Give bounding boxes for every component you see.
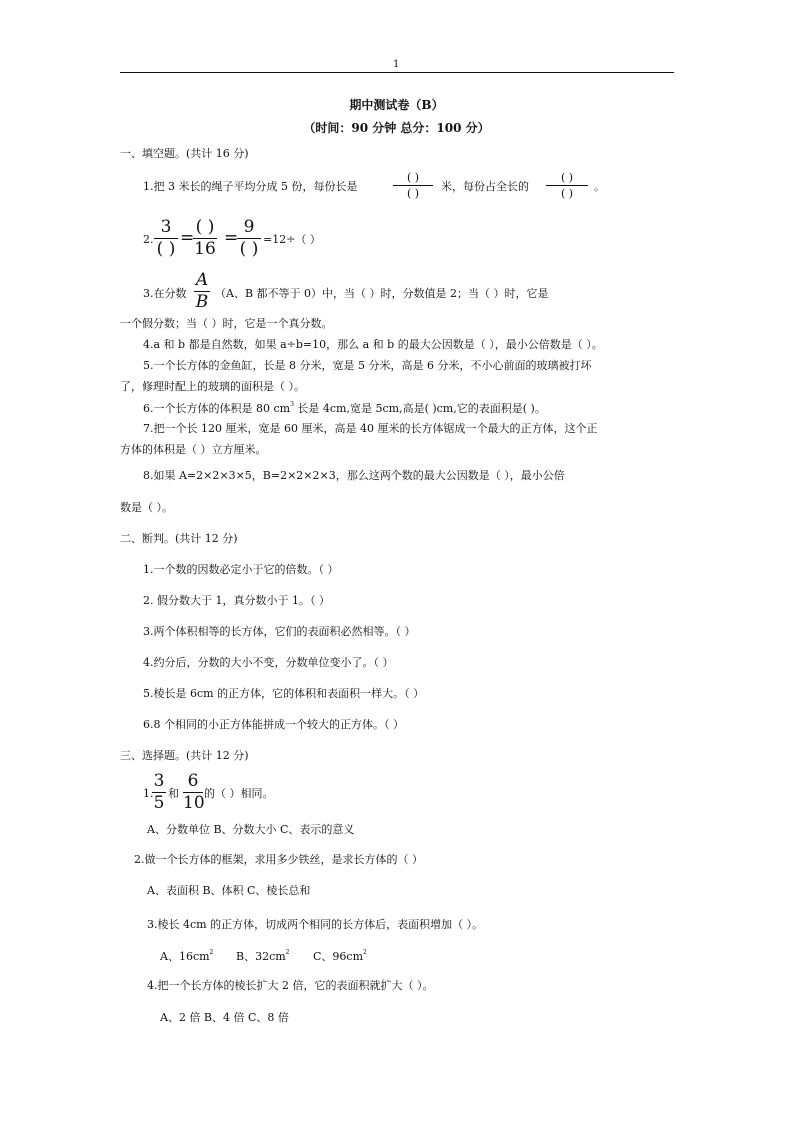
fraction-bar <box>546 185 588 186</box>
s3-q1-fraction-1 <box>152 773 166 812</box>
s1-q2-label: 2. <box>143 233 154 246</box>
option-text: C、96cm <box>313 950 364 963</box>
s3-q1-tail: 的（ ）相同。 <box>204 787 274 800</box>
s3-q3: 3.棱长 4cm 的正方体，切成两个相同的长方体后，表面积增加（ ）。 <box>147 918 484 931</box>
fraction-numerator: 3 <box>153 771 165 791</box>
square-exponent: 2 <box>209 949 214 956</box>
fraction-denominator: ( ) <box>560 187 574 200</box>
fraction-denominator: ( ) <box>239 239 259 259</box>
s1-q7-line-2: 方体的体积是（ ）立方厘米。 <box>120 443 267 456</box>
s1-q1-text-c: 。 <box>594 180 605 193</box>
s3-q1-mid: 和 <box>168 787 179 800</box>
page-number: 1 <box>393 59 400 70</box>
s3-q3-option-c <box>313 950 367 962</box>
s1-q7-line-1: 7.把一个长 120 厘米，宽是 60 厘米，高是 40 厘米的长方体锯成一个最大的正方体，这个正 <box>143 422 598 435</box>
exam-title: 期中测试卷（B） <box>349 98 444 112</box>
s3-q1-label: 1. <box>143 787 154 800</box>
option-text: B、32cm <box>236 950 286 963</box>
fraction-numerator: ( ) <box>560 171 574 184</box>
fraction-denominator: 10 <box>183 793 205 813</box>
equals-sign: = <box>224 228 239 248</box>
s2-item-1: 1.一个数的因数必定小于它的倍数。（ ） <box>143 563 339 576</box>
s1-q3-text-a: 3.在分数 <box>143 287 187 300</box>
s3-q2-options: A、表面积 B、体积 C、棱长总和 <box>147 884 311 897</box>
s3-q1-fraction-2 <box>183 773 203 812</box>
s1-q2-fraction-2 <box>193 219 217 258</box>
section3-heading: 三、选择题。(共计 12 分) <box>120 749 249 762</box>
s3-q3-option-b <box>236 950 290 962</box>
option-text: A、16cm <box>160 950 210 963</box>
header-rule <box>120 72 674 73</box>
s1-q5-line-1: 5.一个长方体的金鱼缸，长是 8 分米，宽是 5 分米，高是 6 分米，不小心前面的玻璃被打坏 <box>143 359 592 372</box>
s1-q6 <box>143 402 546 414</box>
s3-q4: 4.把一个长方体的棱长扩大 2 倍，它的表面积就扩大（ ）。 <box>147 979 434 992</box>
s2-item-2: 2. 假分数大于 1，真分数小于 1。（ ） <box>143 594 330 607</box>
s2-item-5: 5.棱长是 6cm 的正方体，它的体积和表面积一样大。（ ） <box>143 687 425 700</box>
s1-q1-fraction-2 <box>546 172 588 199</box>
s1-q6-text-b: 长是 4cm,宽是 5cm,高是( )cm,它的表面积是( )。 <box>293 402 546 415</box>
s1-q2-tail: =12÷（ ） <box>263 233 321 246</box>
s1-q5-line-2: 了，修理时配上的玻璃的面积是（ ）。 <box>120 380 305 393</box>
s3-q3-option-a <box>160 950 213 962</box>
fraction-denominator: ( ) <box>406 187 420 200</box>
s2-item-3: 3.两个体积相等的长方体，它们的表面积必然相等。（ ） <box>143 625 416 638</box>
s1-q2-fraction-1 <box>154 219 178 258</box>
s1-q3-text-c: 一个假分数；当（ ）时，它是一个真分数。 <box>120 317 333 330</box>
s1-q1-fraction-1 <box>393 172 433 199</box>
exam-subtitle: （时间：90 分钟 总分：100 分） <box>303 121 490 135</box>
section1-heading: 一、填空题。(共计 16 分) <box>120 147 249 160</box>
fraction-numerator: ( ) <box>195 217 215 237</box>
s1-q8-line-2: 数是（ ）。 <box>120 501 173 514</box>
fraction-numerator: 3 <box>160 217 172 237</box>
square-exponent: 2 <box>363 949 367 956</box>
cube-exponent: 3 <box>290 401 294 408</box>
s2-item-4: 4.约分后，分数的大小不变，分数单位变小了。（ ） <box>143 656 394 669</box>
s3-q1-options: A、分数单位 B、分数大小 C、表示的意义 <box>147 823 355 836</box>
square-exponent: 2 <box>285 949 290 956</box>
fraction-denominator: 16 <box>194 239 216 259</box>
s1-q2-fraction-3 <box>237 219 261 258</box>
s3-q4-options: A、2 倍 B、4 倍 C、8 倍 <box>160 1011 289 1024</box>
s1-q6-text-a: 6.一个长方体的体积是 80 cm <box>143 402 291 415</box>
fraction-numerator: A <box>195 270 209 290</box>
s3-q2: 2.做一个长方体的框架，求用多少铁丝，是求长方体的（ ） <box>134 853 423 866</box>
s1-q1-text-b: 米，每份占全长的 <box>441 180 529 193</box>
fraction-denominator: 5 <box>153 793 165 813</box>
s1-q3-fraction <box>194 272 210 311</box>
fraction-numerator: 9 <box>243 217 255 237</box>
fraction-numerator: 6 <box>187 771 199 791</box>
fraction-numerator: ( ) <box>406 171 420 184</box>
fraction-denominator: B <box>195 292 209 312</box>
fraction-bar <box>393 185 433 186</box>
fraction-denominator: ( ) <box>156 239 176 259</box>
section2-heading: 二、断判。(共计 12 分) <box>120 532 238 545</box>
equals-sign: = <box>180 228 195 248</box>
s1-q4: 4.a 和 b 都是自然数，如果 a÷b=10，那么 a 和 b 的最大公因数是（ ），最小公倍数是（ ）。 <box>143 338 603 351</box>
s1-q1-text-a: 1.把 3 米长的绳子平均分成 5 份，每份长是 <box>143 180 358 193</box>
s2-item-6: 6.8 个相同的小正方体能拼成一个较大的正方体。（ ） <box>143 718 404 731</box>
s1-q3-text-b: （A、B 都不等于 0）中，当（ ）时，分数值是 2；当（ ）时，它是 <box>215 287 549 300</box>
s1-q8-line-1: 8.如果 A=2×2×3×5，B=2×2×2×3，那么这两个数的最大公因数是（ ），最小公倍 <box>143 469 565 482</box>
